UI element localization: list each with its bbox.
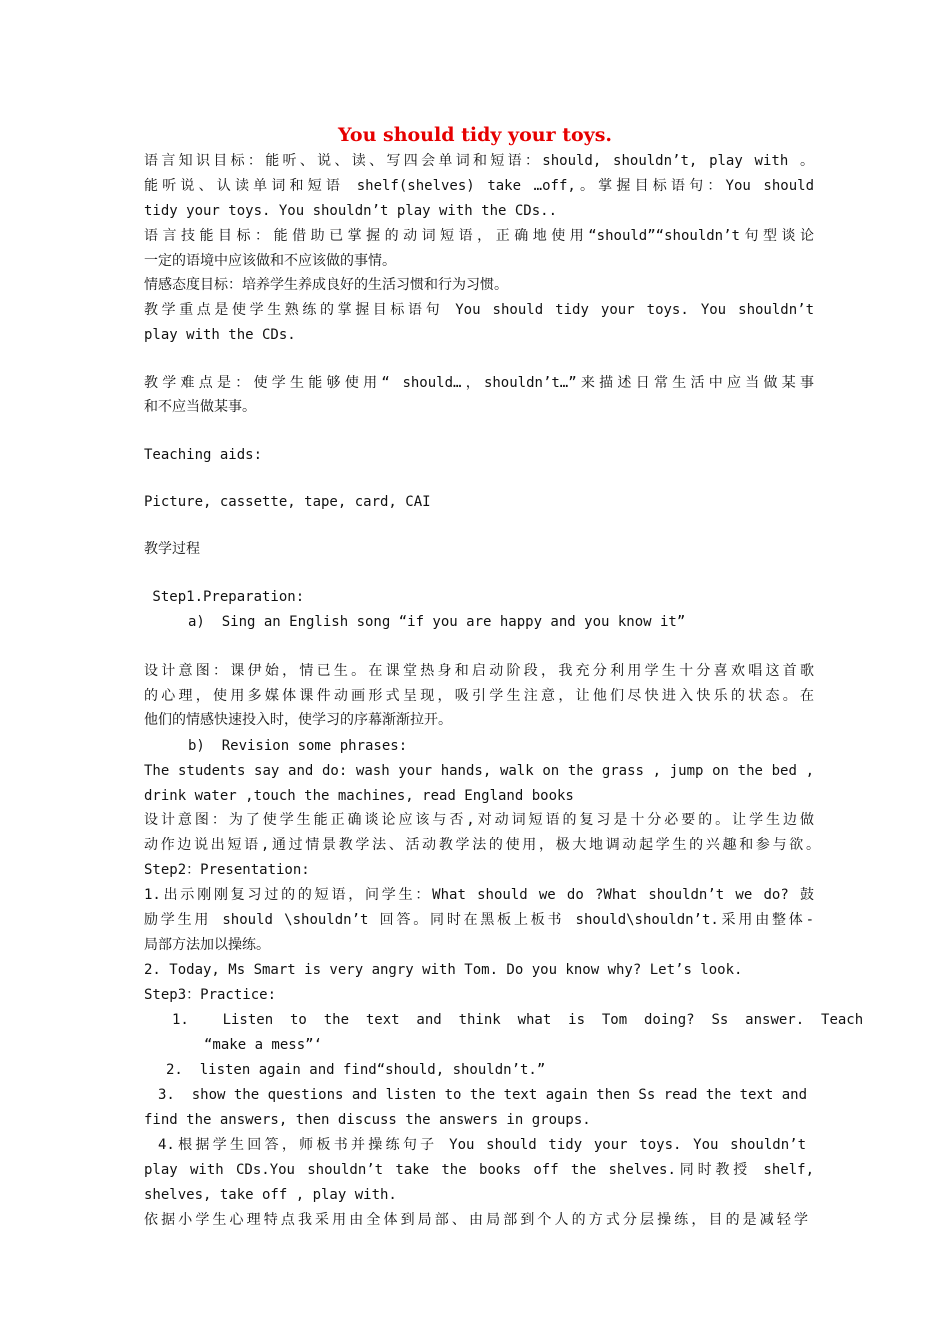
text-line: shelves, take off , play with. xyxy=(144,1187,397,1203)
text-line: Picture, cassette, tape, card, CAI xyxy=(144,494,431,510)
text-line: Step1.Preparation: xyxy=(144,589,305,605)
text-line: 语言知识目标：能听、说、读、写四会单词和短语：should, shouldn’t, play with 。 xyxy=(144,153,814,169)
text-line: 他们的情感快速投入时，使学习的序幕渐渐拉开。 xyxy=(144,712,452,728)
text-line: 教学重点是使学生熟练的掌握目标语句 You should tidy your toys. You shouldn’t xyxy=(144,302,814,318)
text-line: 教学难点是：使学生能够使用“ should…，shouldn’t…”来描述日常生活中应当做某事 xyxy=(144,375,814,391)
text-line: Teaching aids: xyxy=(144,447,263,463)
text-line: 依据小学生心理特点我采用由全体到局部、由局部到个人的方式分层操练，目的是减轻学 xyxy=(144,1212,808,1228)
text-line: 情感态度目标：培养学生养成良好的生活习惯和行为习惯。 xyxy=(144,277,508,293)
text-line: 语言技能目标：能借助已掌握的动词短语，正确地使用“should”“shouldn’t句型谈论 xyxy=(144,228,814,244)
text-line: 2. listen again and find“should, shouldn’t.” xyxy=(166,1062,546,1078)
text-line: 的心理，使用多媒体课件动画形式呈现，吸引学生注意，让他们尽快进入快乐的状态。在 xyxy=(144,688,814,704)
text-line: play with the CDs. xyxy=(144,327,296,343)
text-line: Step2：Presentation: xyxy=(144,862,310,878)
text-line: 一定的语境中应该做和不应该做的事情。 xyxy=(144,253,396,269)
text-line: “make a mess”‘ xyxy=(204,1037,323,1053)
text-line: 1. Listen to the text and think what is Tom doing? Ss answer. Teach xyxy=(172,1012,864,1028)
text-line: 局部方法加以操练。 xyxy=(144,937,270,953)
document-title: You should tidy your toys. xyxy=(337,124,612,146)
text-line: play with CDs.You shouldn’t take the books off the shelves.同时教授 shelf, xyxy=(144,1162,814,1178)
text-line: a) Sing an English song “if you are happy and you know it” xyxy=(188,614,686,630)
text-line: Step3：Practice: xyxy=(144,987,277,1003)
text-line: 动作边说出短语,通过情景教学法、活动教学法的使用，极大地调动起学生的兴趣和参与欲。 xyxy=(144,837,820,853)
text-line: tidy your toys. You shouldn’t play with the CDs.. xyxy=(144,203,558,219)
text-line: 设计意图：为了使学生能正确谈论应该与否,对动词短语的复习是十分必要的。让学生边做 xyxy=(144,812,814,828)
text-line: 励学生用 should \shouldn’t 回答。同时在黑板上板书 should\shouldn’t.采用由整体- xyxy=(144,912,814,928)
text-line: 设计意图：课伊始，情已生。在课堂热身和启动阶段，我充分利用学生十分喜欢唱这首歌 xyxy=(144,663,814,679)
text-line: The students say and do: wash your hands, walk on the grass , jump on the bed , xyxy=(144,763,814,779)
text-line: 和不应当做某事。 xyxy=(144,399,256,415)
text-line: 1.出示刚刚复习过的的短语，问学生：What should we do ?What shouldn’t we do? 鼓 xyxy=(144,887,814,903)
text-line: 能听说、认读单词和短语 shelf(shelves) take …off,。掌握目标语句：You should xyxy=(144,178,814,194)
text-line: find the answers, then discuss the answers in groups. xyxy=(144,1112,591,1128)
text-line: drink water ,touch the machines, read England books xyxy=(144,788,574,804)
text-line: 3. show the questions and listen to the text again then Ss read the text and xyxy=(158,1087,808,1103)
text-line: 2. Today, Ms Smart is very angry with Tom. Do you know why? Let’s look. xyxy=(144,962,743,978)
text-line: 4.根据学生回答，师板书并操练句子 You should tidy your toys. You shouldn’t xyxy=(158,1137,806,1153)
text-line: 教学过程 xyxy=(144,541,200,557)
text-line: b) Revision some phrases: xyxy=(188,738,408,754)
